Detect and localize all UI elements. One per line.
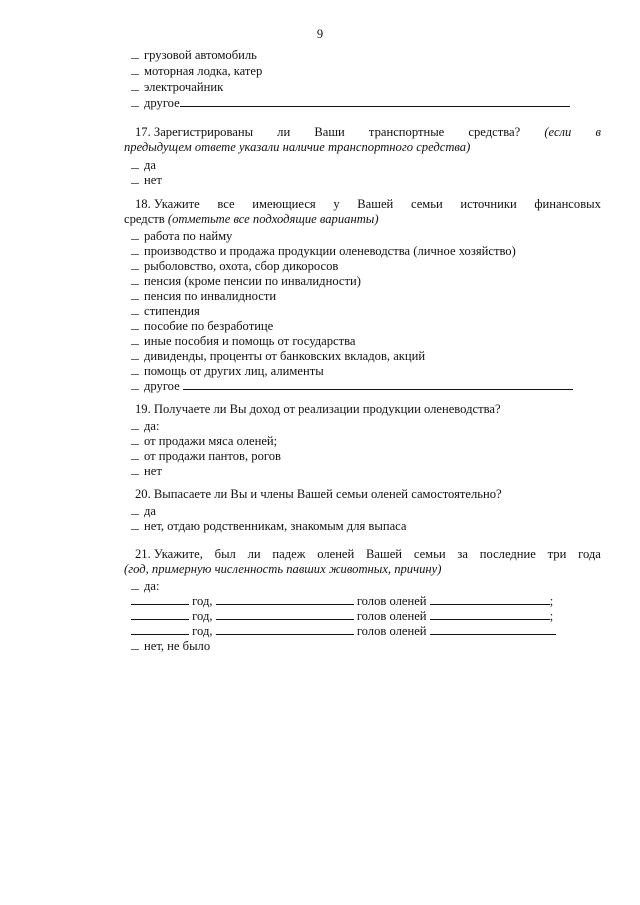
checkbox[interactable]	[131, 638, 139, 650]
option-19-yes[interactable]: да:	[131, 418, 160, 434]
year-field[interactable]	[131, 623, 189, 635]
question-18: 18. Укажите все имеющиеся у Вашей семьи источники финансовых средств (отметьте все подходящие варианты)	[124, 197, 601, 226]
count-field[interactable]	[216, 608, 354, 620]
option-18-state-benefits[interactable]: иные пособия и помощь от государства	[131, 333, 355, 349]
option-motorboat[interactable]: моторная лодка, катер	[131, 63, 262, 79]
option-18-reindeer-production[interactable]: производство и продажа продукции оленеводства (личное хозяйство)	[131, 243, 516, 259]
count-field[interactable]	[216, 593, 354, 605]
checkbox[interactable]	[131, 418, 139, 430]
checkbox[interactable]	[131, 318, 139, 330]
option-20-no[interactable]: нет, отдаю родственникам, знакомым для выпаса	[131, 518, 407, 534]
other-fill-line[interactable]	[183, 378, 573, 390]
option-21-yes[interactable]: да:	[131, 578, 160, 594]
checkbox[interactable]	[131, 448, 139, 460]
question-21: 21. Укажите, был ли падеж оленей Вашей семьи за последние три года (год, примерную численность павших животных, причину)	[124, 547, 601, 576]
reason-field[interactable]	[430, 608, 550, 620]
checkbox[interactable]	[131, 518, 139, 530]
option-18-help-others[interactable]: помощь от других лиц, алименты	[131, 363, 324, 379]
checkbox[interactable]	[131, 95, 139, 107]
option-18-hired-work[interactable]: работа по найму	[131, 228, 232, 244]
checkbox[interactable]	[131, 273, 139, 285]
option-18-disability-pension[interactable]: пенсия по инвалидности	[131, 288, 276, 304]
option-19-no[interactable]: нет	[131, 463, 162, 479]
page-number: 9	[316, 27, 324, 41]
checkbox[interactable]	[131, 258, 139, 270]
option-18-dividends[interactable]: дивиденды, проценты от банковских вкладов, акций	[131, 348, 425, 364]
death-record-row: год, голов оленей ;	[131, 593, 553, 609]
year-field[interactable]	[131, 608, 189, 620]
option-19-meat[interactable]: от продажи мяса оленей;	[131, 433, 277, 449]
option-electric-kettle[interactable]: электрочайник	[131, 79, 223, 95]
checkbox[interactable]	[131, 378, 139, 390]
checkbox[interactable]	[131, 243, 139, 255]
option-21-no[interactable]: нет, не было	[131, 638, 210, 654]
option-17-yes[interactable]: да	[131, 157, 156, 173]
checkbox[interactable]	[131, 463, 139, 475]
question-20: 20. Выпасаете ли Вы и члены Вашей семьи оленей самостоятельно?	[135, 487, 502, 501]
option-18-unemployment[interactable]: пособие по безработице	[131, 318, 273, 334]
checkbox[interactable]	[131, 157, 139, 169]
reason-field[interactable]	[430, 593, 550, 605]
question-17: 17. Зарегистрированы ли Ваши транспортные средства? (если в предыдущем ответе указали наличие транспортного средства)	[124, 125, 601, 154]
checkbox[interactable]	[131, 333, 139, 345]
option-20-yes[interactable]: да	[131, 503, 156, 519]
checkbox[interactable]	[131, 79, 139, 91]
option-19-antlers[interactable]: от продажи пантов, рогов	[131, 448, 281, 464]
death-record-row: год, голов оленей	[131, 623, 556, 639]
year-field[interactable]	[131, 593, 189, 605]
checkbox[interactable]	[131, 503, 139, 515]
option-18-fishing-hunting[interactable]: рыболовство, охота, сбор дикоросов	[131, 258, 338, 274]
checkbox[interactable]	[131, 228, 139, 240]
count-field[interactable]	[216, 623, 354, 635]
death-record-row: год, голов оленей ;	[131, 608, 553, 624]
checkbox[interactable]	[131, 348, 139, 360]
checkbox[interactable]	[131, 63, 139, 75]
option-truck[interactable]: грузовой автомобиль	[131, 47, 257, 63]
option-other[interactable]: другое	[131, 95, 570, 111]
option-18-pension[interactable]: пенсия (кроме пенсии по инвалидности)	[131, 273, 361, 289]
option-18-other[interactable]: другое	[131, 378, 573, 394]
option-18-stipend[interactable]: стипендия	[131, 303, 200, 319]
checkbox[interactable]	[131, 363, 139, 375]
other-fill-line[interactable]	[180, 95, 570, 107]
option-17-no[interactable]: нет	[131, 172, 162, 188]
reason-field[interactable]	[430, 623, 556, 635]
checkbox[interactable]	[131, 578, 139, 590]
checkbox[interactable]	[131, 433, 139, 445]
checkbox[interactable]	[131, 172, 139, 184]
checkbox[interactable]	[131, 303, 139, 315]
checkbox[interactable]	[131, 288, 139, 300]
question-19: 19. Получаете ли Вы доход от реализации продукции оленеводства?	[135, 402, 501, 416]
checkbox[interactable]	[131, 47, 139, 59]
